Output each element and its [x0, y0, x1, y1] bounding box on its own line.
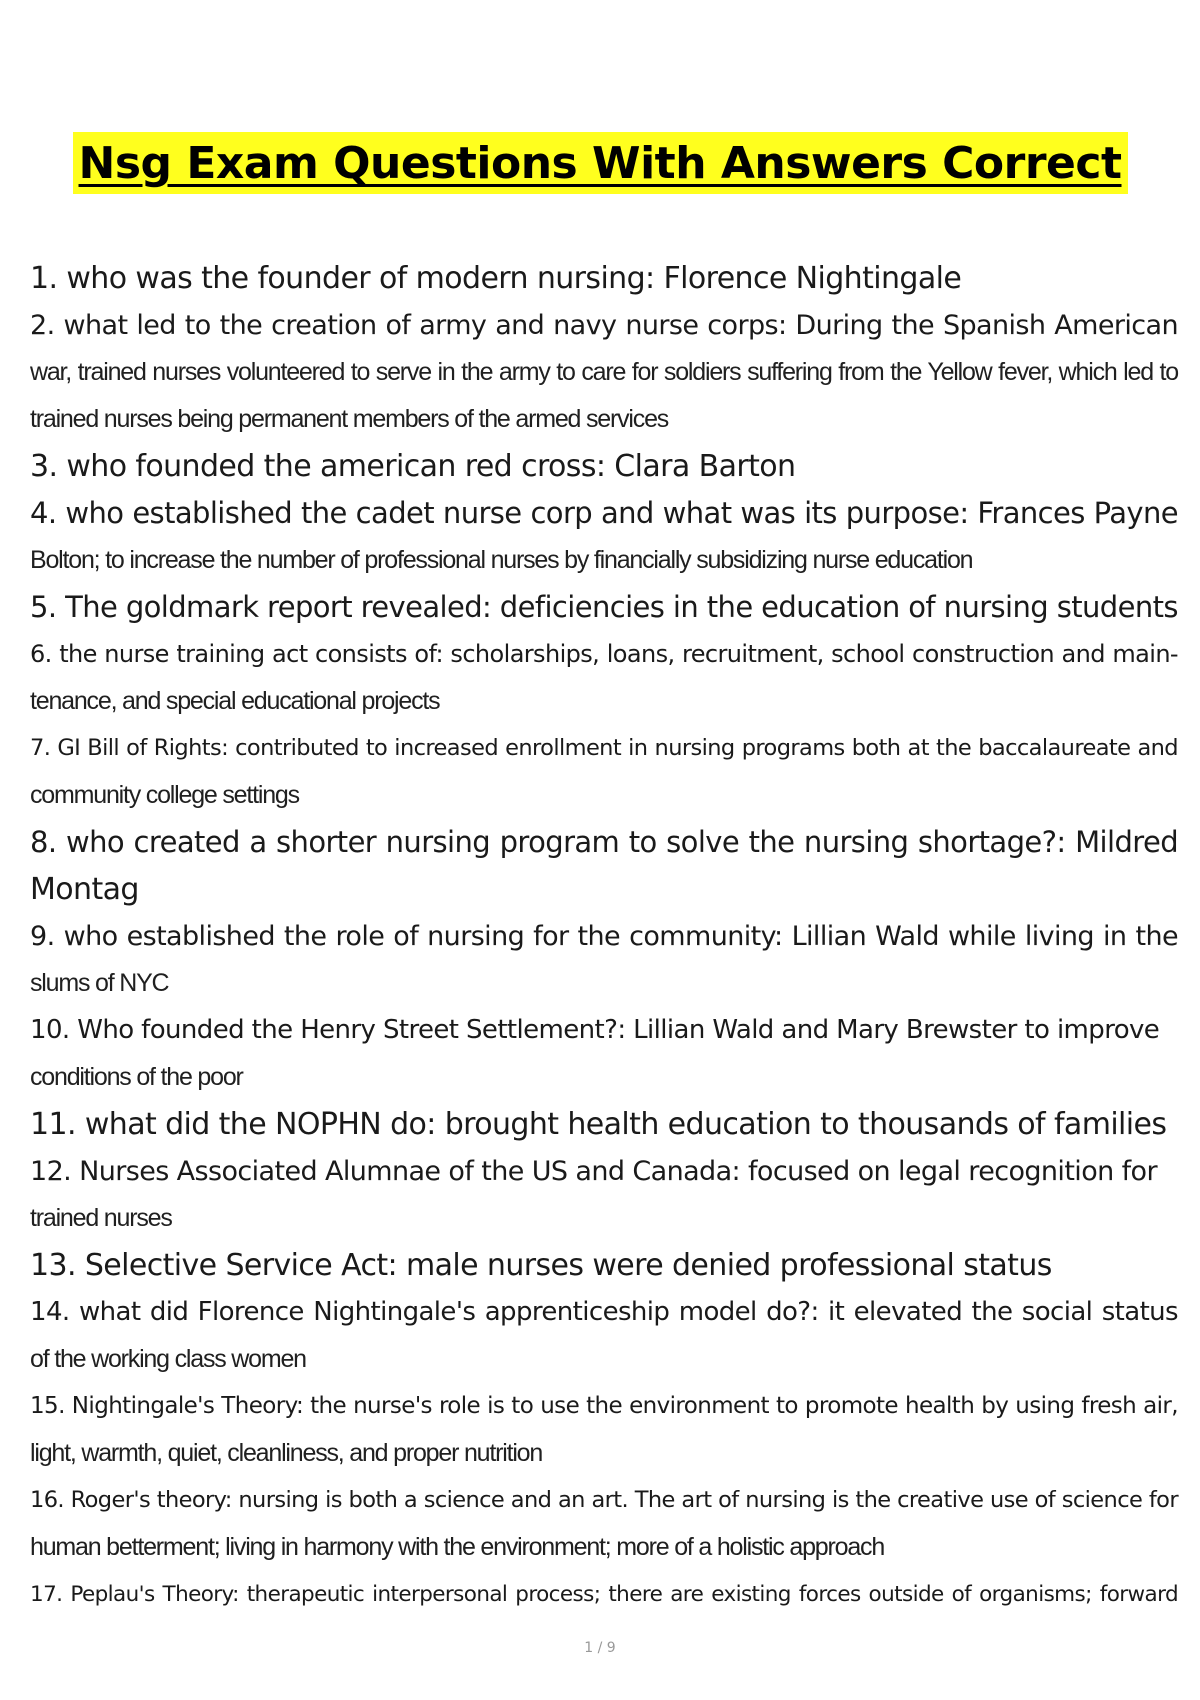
qa-line: conditions of the poor	[30, 1063, 243, 1091]
qa-line: 11. what did the NOPHN do: brought health education to thousands of families	[30, 1107, 1167, 1142]
qa-item-4	[30, 490, 1178, 584]
qa-item-17	[30, 1571, 1178, 1618]
qa-line: 2. what led to the creation of army and navy nurse corps: During the Spanish American	[30, 310, 1178, 341]
qa-line: 1. who was the founder of modern nursing: Florence Nightingale	[30, 261, 962, 296]
qa-line: Montag	[30, 872, 139, 907]
qa-line: war, trained nurses volunteered to serve in the army to care for soldiers suffering from the Yellow fever, which led to	[30, 358, 1178, 386]
qa-line: human betterment; living in harmony with the environment; more of a holistic approach	[30, 1533, 885, 1561]
qa-item-16	[30, 1477, 1178, 1571]
qa-line: light, warmth, quiet, cleanliness, and proper nutrition	[30, 1439, 543, 1467]
qa-list	[30, 255, 1178, 1618]
qa-item-8	[30, 819, 1178, 913]
qa-line: 10. Who founded the Henry Street Settlement?: Lillian Wald and Mary Brewster to improve	[30, 1015, 1160, 1045]
qa-item-3	[30, 443, 1178, 490]
qa-line: 17. Peplau's Theory: therapeutic interpersonal process; there are existing forces outside of organisms; forward	[30, 1582, 1178, 1607]
qa-item-13	[30, 1242, 1178, 1289]
qa-line: slums of NYC	[30, 969, 169, 997]
qa-item-15	[30, 1383, 1178, 1477]
qa-line: 3. who founded the american red cross: Clara Barton	[30, 449, 796, 484]
qa-item-5	[30, 584, 1178, 631]
qa-item-10	[30, 1007, 1178, 1101]
qa-line: 8. who created a shorter nursing program to solve the nursing shortage?: Mildred	[30, 825, 1178, 859]
qa-item-12	[30, 1148, 1178, 1242]
qa-line: 7. GI Bill of Rights: contributed to increased enrollment in nursing programs both at the baccalaureate and	[30, 735, 1178, 761]
qa-line: 16. Roger's theory: nursing is both a science and an art. The art of nursing is the creative use of science for	[30, 1487, 1178, 1513]
qa-line: 14. what did Florence Nightingale's apprenticeship model do?: it elevated the social status	[30, 1297, 1178, 1327]
qa-item-9	[30, 913, 1178, 1007]
qa-line: trained nurses	[30, 1204, 172, 1232]
qa-line: 13. Selective Service Act: male nurses were denied professional status	[30, 1248, 1052, 1283]
document-title: Nsg Exam Questions With Answers Correct	[73, 132, 1128, 194]
qa-line: of the working class women	[30, 1345, 306, 1373]
qa-item-1	[30, 255, 1178, 302]
qa-line: trained nurses being permanent members of the armed services	[30, 405, 669, 433]
qa-line: community college settings	[30, 781, 299, 809]
qa-line: Bolton; to increase the number of professional nurses by financially subsidizing nurse education	[30, 546, 973, 574]
qa-item-7	[30, 725, 1178, 819]
qa-line: 6. the nurse training act consists of: scholarships, loans, recruitment, school construction and main-	[30, 640, 1178, 668]
title-container	[0, 132, 1200, 194]
qa-line: tenance, and special educational projects	[30, 687, 440, 715]
page-number: 1 / 9	[584, 1640, 616, 1656]
qa-line: 4. who established the cadet nurse corp and what was its purpose: Frances Payne	[30, 496, 1178, 530]
qa-line: 9. who established the role of nursing for the community: Lillian Wald while living in the	[30, 921, 1178, 952]
qa-line: 15. Nightingale's Theory: the nurse's role is to use the environment to promote health by using fresh air,	[30, 1393, 1178, 1419]
qa-line: 5. The goldmark report revealed: deficiencies in the education of nursing students	[30, 590, 1178, 624]
qa-item-6	[30, 631, 1178, 725]
qa-line: 12. Nurses Associated Alumnae of the US and Canada: focused on legal recognition for	[30, 1156, 1157, 1187]
qa-item-2	[30, 302, 1178, 443]
qa-item-14	[30, 1289, 1178, 1383]
qa-item-11	[30, 1101, 1178, 1148]
